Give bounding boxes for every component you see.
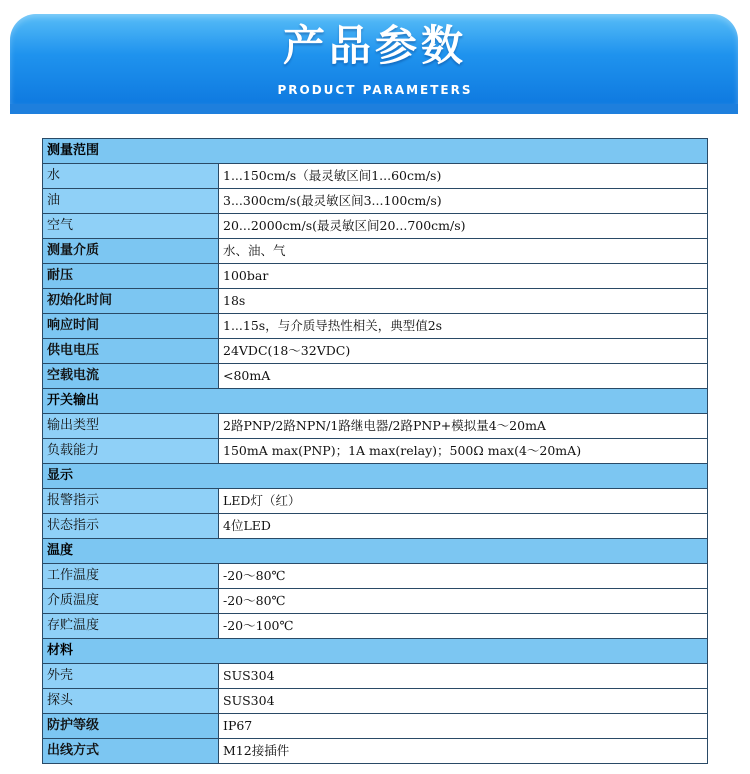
table-row — [43, 714, 708, 739]
parameter-label: 耐压 — [43, 264, 219, 289]
table-row — [43, 689, 708, 714]
parameter-value: 24VDC(18～32VDC) — [219, 339, 708, 364]
parameter-value: 3...300cm/s(最灵敏区间3...100cm/s) — [219, 189, 708, 214]
parameter-value: 100bar — [219, 264, 708, 289]
parameter-label: 测量介质 — [43, 239, 219, 264]
table-row — [43, 414, 708, 439]
section-title: 开关输出 — [43, 389, 708, 414]
section-title: 温度 — [43, 539, 708, 564]
parameter-label: 状态指示 — [43, 514, 219, 539]
table-row — [43, 439, 708, 464]
table-row — [43, 589, 708, 614]
section-title: 材料 — [43, 639, 708, 664]
section-header-row — [43, 389, 708, 414]
parameters-table — [42, 138, 708, 764]
table-row — [43, 289, 708, 314]
parameter-label: 存贮温度 — [43, 614, 219, 639]
section-header-row — [43, 639, 708, 664]
table-row — [43, 614, 708, 639]
table-row — [43, 739, 708, 764]
table-row — [43, 239, 708, 264]
parameter-label: 报警指示 — [43, 489, 219, 514]
table-row — [43, 564, 708, 589]
parameter-label: 介质温度 — [43, 589, 219, 614]
parameter-label: 水 — [43, 164, 219, 189]
parameter-value: M12接插件 — [219, 739, 708, 764]
table-row — [43, 314, 708, 339]
section-title: 显示 — [43, 464, 708, 489]
parameter-value: -20～100℃ — [219, 614, 708, 639]
parameter-value: 20...2000cm/s(最灵敏区间20...700cm/s) — [219, 214, 708, 239]
parameter-label: 防护等级 — [43, 714, 219, 739]
table-row — [43, 514, 708, 539]
parameter-value: SUS304 — [219, 689, 708, 714]
table-row — [43, 264, 708, 289]
table-row — [43, 164, 708, 189]
parameter-label: 空气 — [43, 214, 219, 239]
table-row — [43, 214, 708, 239]
section-header-row — [43, 539, 708, 564]
parameter-value: 18s — [219, 289, 708, 314]
table-row — [43, 189, 708, 214]
parameter-value: LED灯（红） — [219, 489, 708, 514]
parameter-value: IP67 — [219, 714, 708, 739]
parameter-label: 工作温度 — [43, 564, 219, 589]
parameter-value: 1...150cm/s（最灵敏区间1...60cm/s) — [219, 164, 708, 189]
parameter-value: <80mA — [219, 364, 708, 389]
parameter-label: 油 — [43, 189, 219, 214]
parameter-value: -20～80℃ — [219, 564, 708, 589]
table-row — [43, 489, 708, 514]
section-header-row — [43, 139, 708, 164]
parameters-table-body — [43, 139, 708, 764]
parameter-value: 2路PNP/2路NPN/1路继电器/2路PNP+模拟量4～20mA — [219, 414, 708, 439]
parameter-value: 1...15s，与介质导热性相关，典型值2s — [219, 314, 708, 339]
parameter-label: 空载电流 — [43, 364, 219, 389]
table-row — [43, 364, 708, 389]
parameter-label: 外壳 — [43, 664, 219, 689]
parameter-label: 出线方式 — [43, 739, 219, 764]
parameter-label: 负载能力 — [43, 439, 219, 464]
page-title: 产品参数 — [282, 21, 467, 70]
parameter-value: SUS304 — [219, 664, 708, 689]
header-underline-bar — [10, 104, 738, 114]
table-row — [43, 664, 708, 689]
parameter-label: 探头 — [43, 689, 219, 714]
parameter-value: 水、油、气 — [219, 239, 708, 264]
section-header-row — [43, 464, 708, 489]
parameter-label: 输出类型 — [43, 414, 219, 439]
parameter-value: 4位LED — [219, 514, 708, 539]
parameter-label: 供电电压 — [43, 339, 219, 364]
table-row — [43, 339, 708, 364]
parameter-value: 150mA max(PNP)；1A max(relay)；500Ω max(4～20mA) — [219, 439, 708, 464]
section-title: 测量范围 — [43, 139, 708, 164]
parameter-label: 响应时间 — [43, 314, 219, 339]
page-subtitle: PRODUCT PARAMETERS — [277, 83, 473, 97]
parameter-label: 初始化时间 — [43, 289, 219, 314]
parameter-value: -20～80℃ — [219, 589, 708, 614]
